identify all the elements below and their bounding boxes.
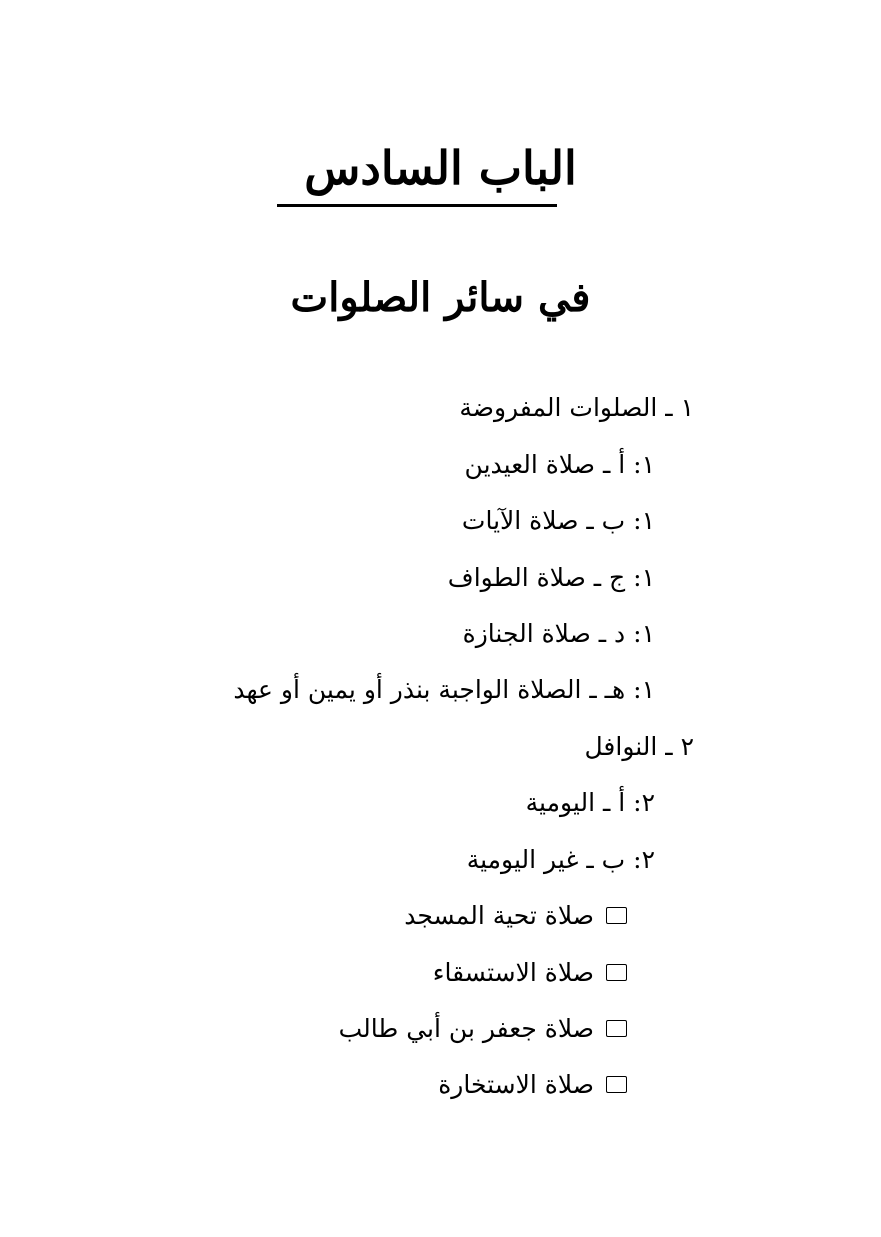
chapter-title: الباب السادس	[304, 141, 577, 195]
toc-item-signs-prayer: ١: ب ـ صلاة الآيات	[461, 506, 655, 535]
toc-item-daily: ٢: أ ـ اليومية	[525, 788, 655, 817]
toc-item-funeral-prayer: ١: د ـ صلاة الجنازة	[462, 619, 655, 648]
list-item	[438, 1067, 627, 1103]
toc-item-eid-prayer: ١: أ ـ صلاة العيدين	[464, 450, 655, 479]
list-item-label: صلاة جعفر بن أبي طالب	[338, 1014, 594, 1043]
square-bullet-icon	[606, 964, 627, 981]
toc-item-tawaf-prayer: ١: ج ـ صلاة الطواف	[447, 563, 655, 592]
list-item-label: صلاة الاستخارة	[438, 1070, 594, 1099]
square-bullet-icon	[606, 1076, 627, 1093]
list-item	[433, 955, 627, 991]
list-item-label: صلاة تحية المسجد	[404, 901, 594, 930]
square-bullet-icon	[606, 1020, 627, 1037]
toc-item-supererogatory: ٢ ـ النوافل	[584, 732, 694, 761]
toc-item-vow-prayer: ١: هـ ـ الصلاة الواجبة بنذر أو يمين أو عهد	[233, 675, 655, 704]
list-item	[404, 898, 627, 934]
list-item	[339, 1011, 627, 1047]
chapter-subtitle: في سائر الصلوات	[290, 274, 591, 321]
toc-item-non-daily: ٢: ب ـ غير اليومية	[466, 845, 655, 874]
square-bullet-icon	[606, 907, 627, 924]
list-item-label: صلاة الاستسقاء	[432, 958, 594, 987]
title-underline	[277, 204, 557, 207]
toc-item-obligatory-prayers: ١ ـ الصلوات المفروضة	[459, 393, 694, 422]
